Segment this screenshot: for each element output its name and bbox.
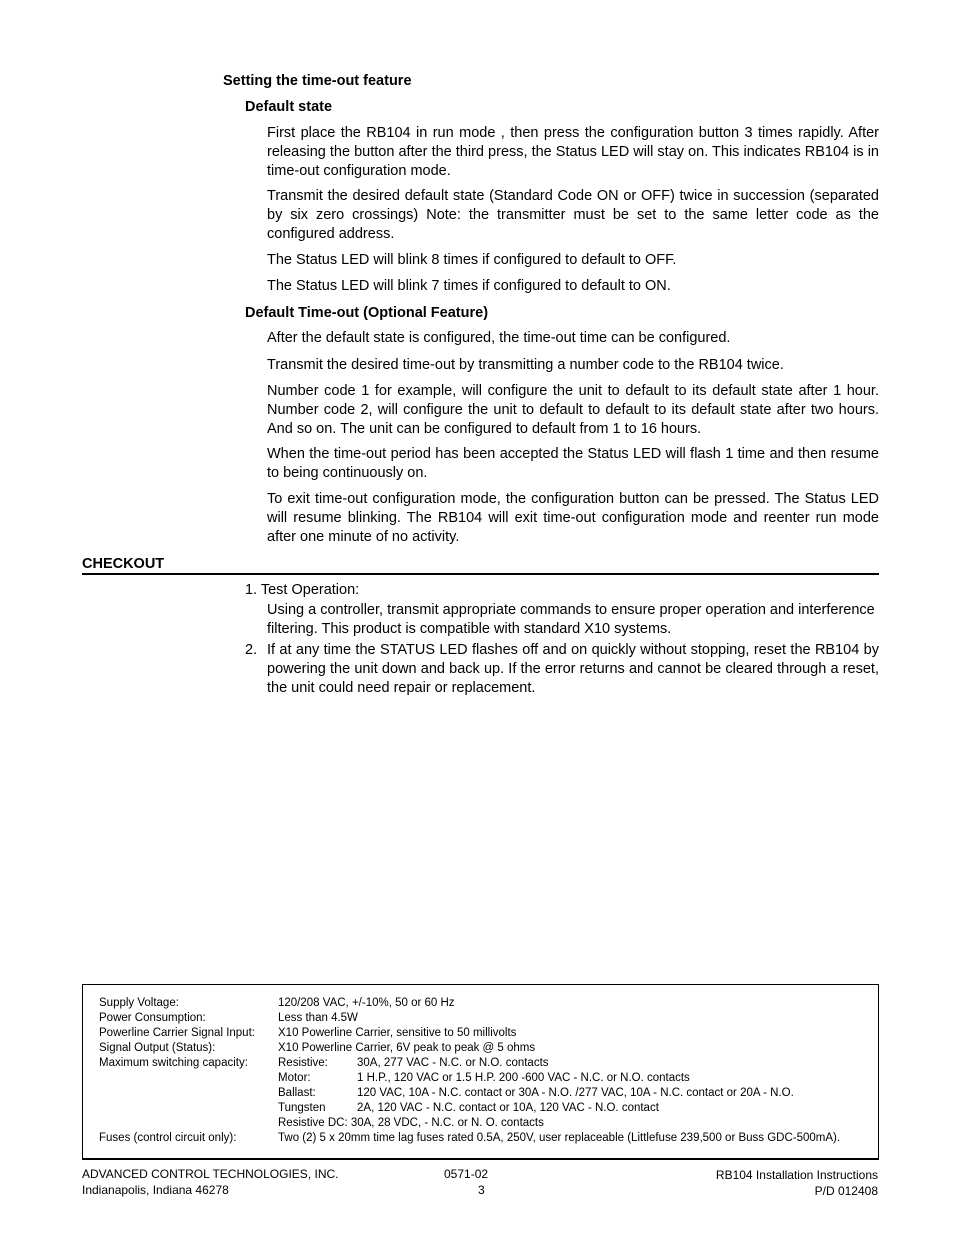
spec-value: Resistive DC: 30A, 28 VDC, - N.C. or N. O. contacts	[278, 1117, 544, 1129]
list-item-label: 1. Test Operation:	[245, 582, 360, 598]
checkout-heading: CHECKOUT	[82, 556, 165, 572]
spec-label: Power Consumption:	[99, 1012, 206, 1024]
spec-value: 1 H.P., 120 VAC or 1.5 H.P. 200 -600 VAC - N.C. or N.O. contacts	[357, 1072, 690, 1084]
spec-sublabel: Ballast:	[278, 1087, 316, 1099]
footer-pd: P/D 012408	[814, 1184, 878, 1198]
list-item-text: Using a controller, transmit appropriate commands to ensure proper operation and interference filtering. This product is compatible with standard X10 systems.	[267, 602, 875, 637]
spec-value: 2A, 120 VAC - N.C. contact or 10A, 120 VAC - N.O. contact	[357, 1102, 659, 1114]
spec-value: X10 Powerline Carrier, 6V peak to peak @ 5 ohms	[278, 1042, 536, 1054]
spec-sublabel: Resistive:	[278, 1057, 328, 1069]
spec-value: 120/208 VAC, +/-10%, 50 or 60 Hz	[278, 997, 455, 1009]
footer-doc-number: 0571-02	[444, 1167, 489, 1181]
spec-value: X10 Powerline Carrier, sensitive to 50 millivolts	[278, 1027, 517, 1039]
spec-label: Supply Voltage:	[99, 997, 179, 1009]
subheading-default-timeout: Default Time-out (Optional Feature)	[245, 305, 489, 321]
footer-company: ADVANCED CONTROL TECHNOLOGIES, INC.	[82, 1167, 339, 1181]
paragraph: After the default state is configured, the time-out time can be configured.	[267, 330, 731, 346]
spec-label: Powerline Carrier Signal Input:	[99, 1027, 255, 1039]
paragraph: The Status LED will blink 7 times if configured to default to ON.	[267, 278, 671, 294]
footer-page-number: 3	[478, 1183, 485, 1197]
paragraph: Transmit the desired default state (Standard Code ON or OFF) twice in succession (separated by six zero crossings) Note: the transmitter must be set to the same letter code as the configured address.	[267, 188, 879, 242]
paragraph: Number code 1 for example, will configure the unit to default to its default state after 1 hour. Number code 2, will configure the unit to default to default to its default state after two hours. And so on. The unit can be configured to default from 1 to 16 hours.	[267, 383, 879, 437]
subheading-default-state: Default state	[245, 99, 333, 115]
paragraph: The Status LED will blink 8 times if configured to default to OFF.	[267, 252, 677, 268]
divider	[82, 573, 879, 575]
paragraph: When the time-out period has been accepted the Status LED will flash 1 time and then resume to being continuously on.	[267, 446, 879, 481]
spec-label: Signal Output (Status):	[99, 1042, 216, 1054]
spec-value: 30A, 277 VAC - N.C. or N.O. contacts	[357, 1057, 549, 1069]
list-item-text: If at any time the STATUS LED flashes off and on quickly without stopping, reset the RB104 by powering the unit down and back up. If the error returns and cannot be cleared through a reset, the unit could need repair or replacement.	[267, 642, 879, 696]
paragraph: First place the RB104 in run mode , then press the configuration button 3 times rapidly. After releasing the button after the third press, the Status LED will stay on. This indicates RB104 is in time-out configuration mode.	[267, 125, 879, 179]
spec-value: Two (2) 5 x 20mm time lag fuses rated 0.5A, 250V, user replaceable (Littlefuse 239,500 or Buss GDC-500mA).	[278, 1132, 841, 1144]
list-item-number: 2.	[245, 642, 258, 658]
spec-value: Less than 4.5W	[278, 1012, 358, 1024]
spec-label: Maximum switching capacity:	[99, 1057, 248, 1069]
spec-sublabel: Tungsten	[278, 1102, 326, 1114]
spec-label: Fuses (control circuit only):	[99, 1132, 237, 1144]
spec-value: 120 VAC, 10A - N.C. contact or 30A - N.O. /277 VAC, 10A - N.C. contact or 20A - N.O.	[357, 1087, 794, 1099]
paragraph: Transmit the desired time-out by transmitting a number code to the RB104 twice.	[267, 357, 784, 373]
spec-sublabel: Motor:	[278, 1072, 311, 1084]
footer-city: Indianapolis, Indiana 46278	[82, 1183, 229, 1197]
section-heading: Setting the time-out feature	[223, 73, 412, 89]
paragraph: To exit time-out configuration mode, the configuration button can be pressed. The Status LED will resume blinking. The RB104 will exit time-out configuration mode and reenter run mode after one minute of no activity.	[267, 491, 879, 545]
footer-title: RB104 Installation Instructions	[715, 1168, 878, 1182]
